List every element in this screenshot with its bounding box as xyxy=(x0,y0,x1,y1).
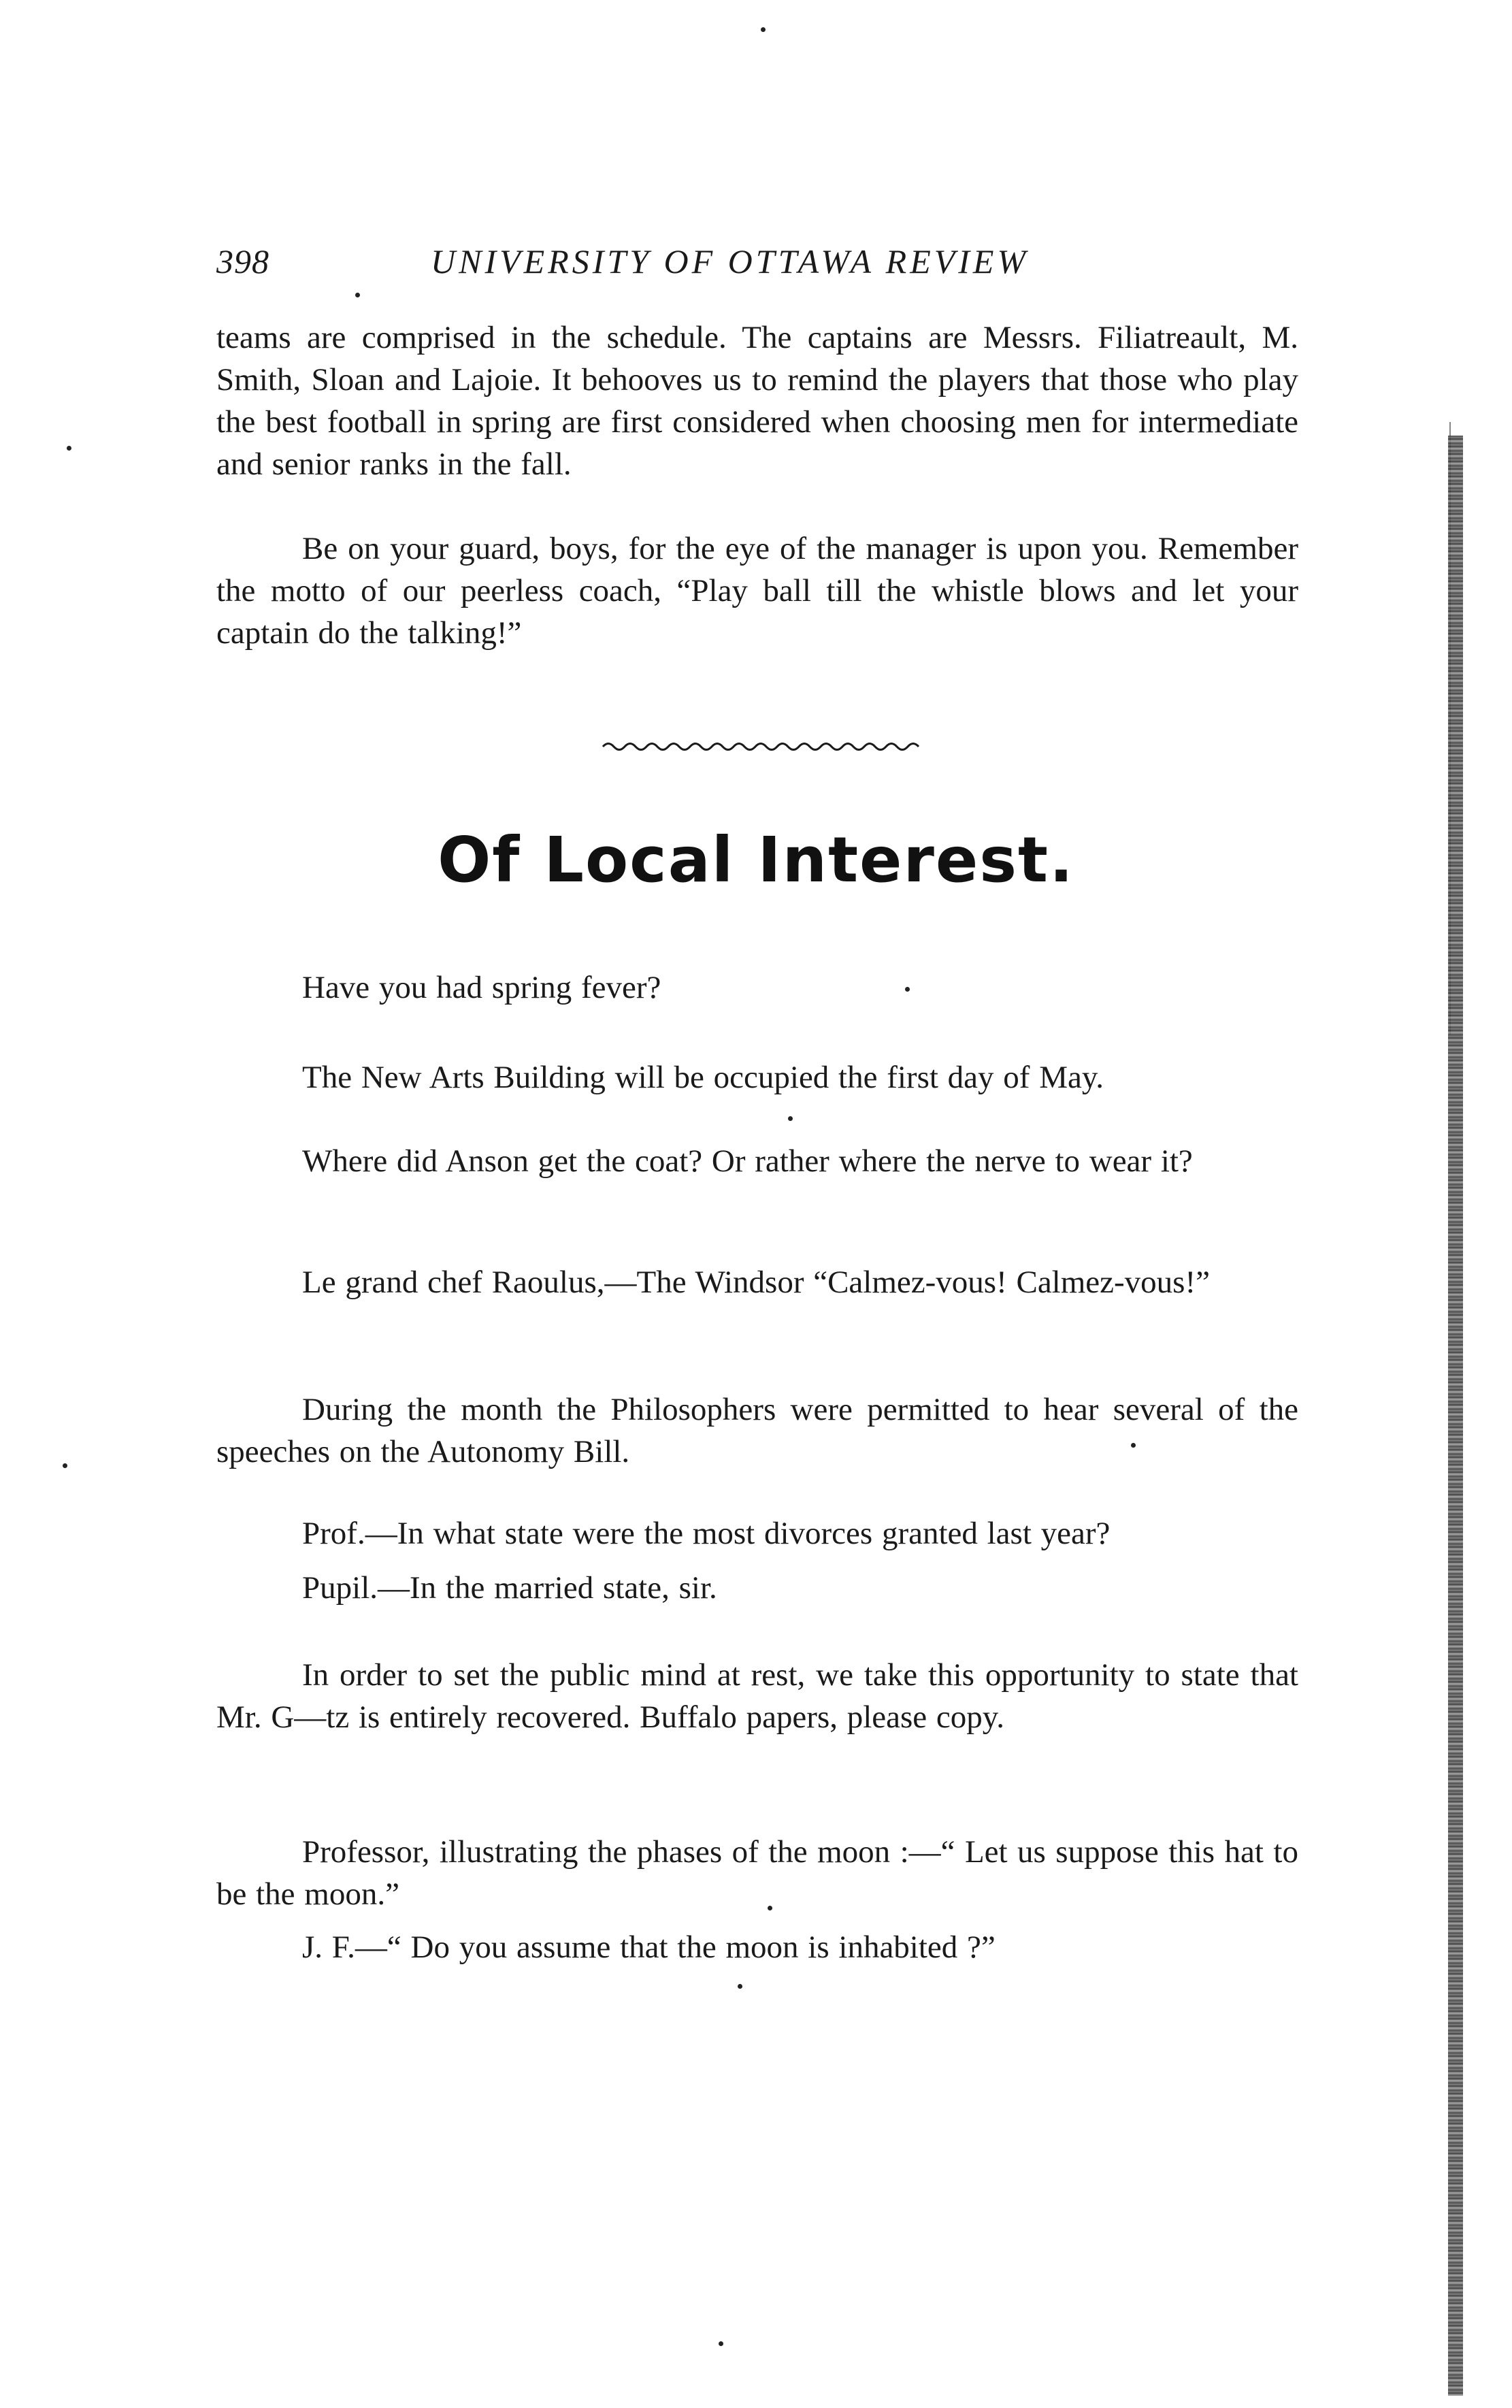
scan-edge-artifact xyxy=(1448,436,1463,2396)
scan-speck xyxy=(761,27,766,32)
local-item: In order to set the public mind at rest, we take this opportunity to state that Mr. G—tz is entirely recovered. Buffalo papers, please copy. xyxy=(216,1657,1298,1735)
section-heading: Of Local Interest. xyxy=(438,824,1074,896)
scan-speck xyxy=(355,293,360,297)
scan-speck xyxy=(905,987,910,992)
body-paragraph: Be on your guard, boys, for the eye of the manager is upon you. Remember the motto of our peerless coach, “Play ball till the whistle blows and let your captain do the talking!” xyxy=(216,531,1298,651)
scan-speck xyxy=(67,446,71,451)
local-item: Have you had spring fever? xyxy=(302,970,661,1005)
scan-speck xyxy=(738,1984,742,1989)
local-item: J. F.—“ Do you assume that the moon is inhabited ?” xyxy=(302,1930,996,1965)
local-item: Professor, illustrating the phases of the moon :—“ Let us suppose this hat to be the moon.” xyxy=(216,1834,1298,1912)
scan-speck xyxy=(719,2341,723,2346)
scan-speck xyxy=(1131,1443,1136,1448)
scan-speck xyxy=(788,1116,793,1121)
wavy-rule-ornament xyxy=(602,738,921,755)
local-item: During the month the Philosophers were permitted to hear several of the speeches on the Autonomy Bill. xyxy=(216,1392,1298,1469)
local-item: Prof.—In what state were the most divorces granted last year? xyxy=(302,1516,1111,1551)
page-number: 398 xyxy=(216,242,269,280)
scan-speck xyxy=(768,1906,772,1910)
local-item: Where did Anson get the coat? Or rather where the nerve to wear it? xyxy=(302,1143,1193,1179)
local-item: Pupil.—In the married state, sir. xyxy=(302,1570,717,1606)
continued-paragraph: teams are comprised in the schedule. The captains are Messrs. Filiatreault, M. Smith, Sloan and Lajoie. It behooves us to remind the players that those who play the best football in spring are first considered when choosing men for intermediate and senior ranks in the fall. xyxy=(216,320,1298,482)
journal-title: UNIVERSITY OF OTTAWA REVIEW xyxy=(431,242,1030,280)
scan-speck xyxy=(63,1463,67,1468)
running-header xyxy=(216,242,1305,289)
local-item: The New Arts Building will be occupied the first day of May. xyxy=(302,1060,1104,1095)
local-item: Le grand chef Raoulus,—The Windsor “Calmez-vous! Calmez-vous!” xyxy=(302,1265,1210,1300)
